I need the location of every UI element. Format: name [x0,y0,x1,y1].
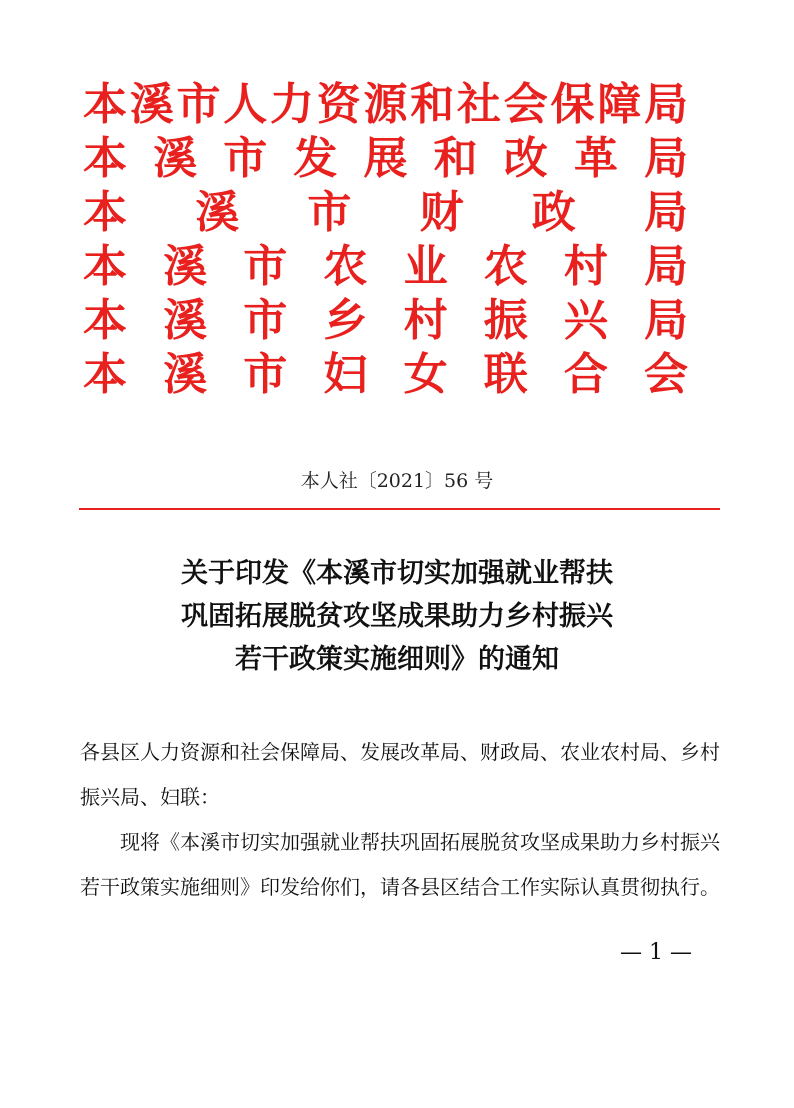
issuer-character: 政 [531,187,576,238]
issuer-character: 农 [483,241,528,292]
issuer-character: 市 [243,295,288,346]
issuer-character: 业 [403,241,448,292]
issuing-authorities [83,78,688,402]
main-paragraph: 现将《本溪市切实加强就业帮扶巩固拓展脱贫攻坚成果助力乡村振兴若干政策实施细则》印发给你们，请各县区结合工作实际认真贯彻执行。 [80,830,720,899]
issuer-character: 局 [644,133,688,184]
issuer-character: 乡 [323,295,368,346]
issuer-character: 溪 [153,133,198,184]
issuer-character: 合 [563,349,608,400]
title-line-2: 巩固拓展脱贫攻坚成果助力乡村振兴 [181,601,613,632]
issuer-agriculture [83,240,688,294]
document-number: 本人社〔2021〕56 号 [300,470,494,492]
issuer-character: 市 [243,349,288,400]
issuer-character: 市 [223,133,268,184]
issuer-character: 财 [419,187,464,238]
issuer-character: 女 [403,349,448,400]
issuer-character: 展 [363,133,408,184]
red-divider-line [79,508,720,510]
document-body [80,730,725,910]
title-line-3: 若干政策实施细则》的通知 [235,644,559,675]
issuer-human-resources [83,78,688,132]
issuer-character: 本 [83,79,127,130]
issuer-character: 源 [363,79,408,130]
issuer-character: 力 [270,79,314,130]
issuer-character: 溪 [163,295,208,346]
issuer-character: 局 [643,187,688,238]
issuer-character: 和 [410,79,455,130]
issuer-character: 市 [243,241,288,292]
issuer-character: 市 [307,187,352,238]
issuer-character: 溪 [195,187,240,238]
issuer-character: 改 [503,133,548,184]
issuer-character: 局 [643,295,688,346]
issuer-character: 局 [643,241,688,292]
issuer-character: 溪 [163,349,208,400]
issuer-character: 保 [550,79,595,130]
issuer-character: 会 [643,349,688,400]
page-number: — 1 — [620,940,692,965]
issuer-character: 本 [83,349,127,400]
issuer-womens-federation [83,348,688,402]
issuer-character: 妇 [323,349,368,400]
issuer-character: 溪 [163,241,208,292]
issuer-character: 革 [573,133,618,184]
issuer-character: 和 [433,133,478,184]
issuer-character: 农 [323,241,368,292]
issuer-development-reform [83,132,688,186]
issuer-character: 障 [597,79,642,130]
issuer-character: 资 [316,79,361,130]
issuer-character: 联 [483,349,528,400]
recipients-paragraph: 各县区人力资源和社会保障局、发展改革局、财政局、农业农村局、乡村振兴局、妇联： [80,740,720,809]
issuer-character: 本 [83,187,127,238]
issuer-character: 人 [223,79,268,130]
issuer-character: 振 [483,295,528,346]
issuer-character: 会 [503,79,548,130]
issuer-character: 本 [83,241,127,292]
issuer-rural-revitalization [83,294,688,348]
issuer-character: 市 [176,79,221,130]
issuer-character: 村 [403,295,448,346]
issuer-character: 村 [563,241,608,292]
issuer-character: 发 [293,133,338,184]
issuer-character: 兴 [563,295,608,346]
issuer-finance [83,186,688,240]
document-title [60,552,734,681]
issuer-character: 局 [644,79,688,130]
issuer-character: 社 [457,79,501,130]
issuer-character: 本 [83,133,127,184]
issuer-character: 溪 [129,79,174,130]
title-line-1: 关于印发《本溪市切实加强就业帮扶 [181,558,613,589]
issuer-character: 本 [83,295,127,346]
